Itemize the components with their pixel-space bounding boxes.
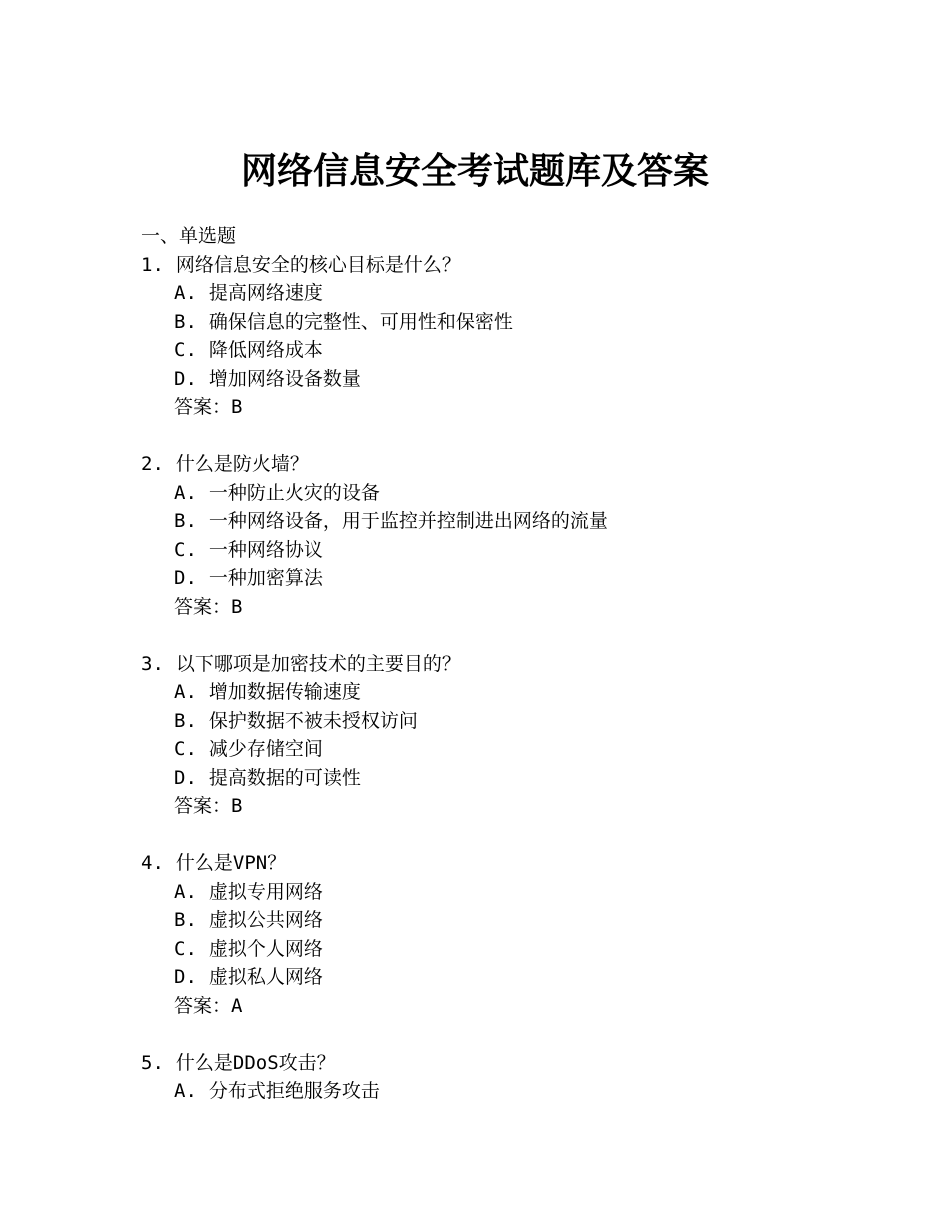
option-c	[141, 935, 861, 964]
option-b	[141, 308, 861, 337]
option-b	[141, 906, 861, 935]
option-d	[141, 764, 861, 793]
option-text: 分布式拒绝服务攻击	[208, 1080, 380, 1102]
option-d	[141, 564, 861, 593]
option-text: 提高网络速度	[208, 282, 323, 304]
option-a	[141, 1077, 861, 1106]
option-letter: D.	[174, 766, 197, 789]
option-letter: A.	[174, 481, 197, 504]
option-text: 虚拟专用网络	[208, 880, 323, 903]
question-text: 什么是VPN？	[175, 852, 287, 874]
option-c	[141, 735, 861, 764]
option-b	[141, 707, 861, 736]
option-letter: B.	[174, 310, 197, 333]
option-letter: C.	[174, 538, 197, 561]
option-a	[141, 878, 861, 907]
option-letter: A.	[174, 1080, 197, 1102]
document-content	[141, 222, 861, 1134]
section-heading: 一、单选题	[141, 225, 237, 247]
question-number: 5.	[141, 1051, 164, 1074]
option-letter: A.	[174, 681, 197, 703]
option-text: 降低网络成本	[208, 339, 323, 361]
option-text: 保护数据不被未授权访问	[208, 709, 418, 732]
question-number: 1.	[141, 253, 164, 276]
option-text: 一种网络设备，用于监控并控制进出网络的流量	[208, 510, 608, 532]
question-4	[141, 849, 861, 1020]
question-number: 2.	[141, 453, 164, 475]
question-line	[141, 849, 861, 878]
option-letter: A.	[174, 282, 197, 304]
question-text: 网络信息安全的核心目标是什么？	[175, 253, 461, 276]
option-text: 增加数据传输速度	[208, 681, 361, 703]
option-letter: C.	[174, 937, 197, 960]
option-d	[141, 963, 861, 992]
option-c	[141, 336, 861, 365]
option-letter: B.	[174, 909, 197, 931]
option-text: 一种加密算法	[208, 567, 323, 589]
answer-line: 答案：B	[174, 396, 243, 418]
option-text: 增加网络设备数量	[208, 367, 361, 390]
option-letter: D.	[174, 966, 197, 988]
question-line	[141, 450, 861, 479]
option-letter: B.	[174, 709, 197, 732]
question-3	[141, 650, 861, 821]
option-text: 虚拟私人网络	[208, 966, 323, 988]
document-title: 网络信息安全考试题库及答案	[240, 150, 709, 192]
option-letter: D.	[174, 367, 197, 390]
question-5	[141, 1049, 861, 1106]
option-a	[141, 479, 861, 508]
question-line	[141, 251, 861, 280]
question-2	[141, 450, 861, 621]
question-number: 4.	[141, 852, 164, 874]
option-text: 减少存储空间	[208, 738, 323, 760]
option-text: 一种网络协议	[208, 538, 323, 561]
question-number: 3.	[141, 652, 164, 675]
option-text: 一种防止火灾的设备	[208, 481, 380, 504]
question-text: 以下哪项是加密技术的主要目的？	[175, 652, 461, 675]
option-letter: D.	[174, 567, 197, 589]
option-letter: B.	[174, 510, 197, 532]
question-line	[141, 1049, 861, 1078]
option-c	[141, 536, 861, 565]
option-text: 虚拟公共网络	[208, 909, 323, 931]
option-a	[141, 279, 861, 308]
answer-line: 答案：B	[174, 795, 243, 817]
question-text: 什么是防火墙？	[175, 453, 309, 475]
question-text: 什么是DDoS攻击？	[175, 1051, 336, 1074]
option-letter: C.	[174, 738, 197, 760]
option-text: 确保信息的完整性、可用性和保密性	[208, 310, 513, 333]
option-text: 虚拟个人网络	[208, 937, 323, 960]
option-letter: C.	[174, 339, 197, 361]
question-line	[141, 650, 861, 679]
option-b	[141, 507, 861, 536]
option-letter: A.	[174, 880, 197, 903]
option-text: 提高数据的可读性	[208, 766, 361, 789]
answer-line: 答案：B	[174, 595, 243, 618]
option-d	[141, 365, 861, 394]
answer-line: 答案：A	[174, 994, 243, 1017]
question-1	[141, 251, 861, 422]
option-a	[141, 678, 861, 707]
